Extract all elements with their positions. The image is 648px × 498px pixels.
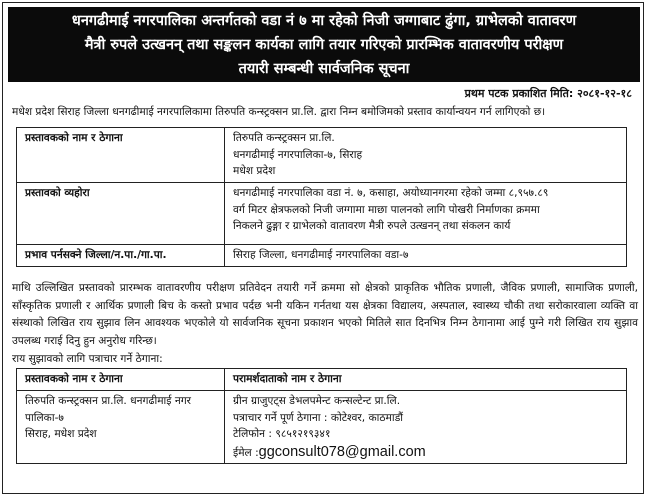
address-table bbox=[16, 368, 627, 464]
proposal-description-value bbox=[225, 183, 627, 245]
proposer-line: मधेश प्रदेश bbox=[233, 165, 276, 177]
consultant-postal-address: पत्राचार गर्ने पूर्ण ठेगाना : कोटेश्वर, काठमाडौं bbox=[233, 411, 404, 424]
publication-date-label: प्रथम पटक प्रकाशित मिति: bbox=[464, 87, 574, 100]
affected-area-value bbox=[225, 245, 627, 267]
notice-title-banner bbox=[8, 7, 640, 82]
affected-area-label: प्रभाव पर्नसक्ने जिल्ला/न.पा./गा.पा. bbox=[17, 245, 225, 267]
proposer-address-line: तिरुपति कन्स्ट्रक्सन प्रा.लि. धनगढीमाई नगर bbox=[25, 395, 192, 407]
description-line: धनगढीमाई नगरपालिका वडा नं. ७, कसाहा, अयोध्यानगरमा रहेको जम्मा ८,९५७.८९ bbox=[233, 187, 549, 199]
table-row bbox=[17, 245, 627, 267]
proposer-address bbox=[17, 391, 225, 464]
notice-title-line-1: धनगढीमाई नगरपालिका अन्तर्गतको वडा नं ७ मा रहेको निजी जग्गाबाट ढुंगा, ग्राभेलको वातावरण bbox=[71, 13, 577, 29]
proposer-address-line: पालिका-७ bbox=[25, 411, 64, 424]
proposal-description-label: प्रस्तावको व्यहोरा bbox=[17, 183, 225, 245]
consultant-name: ग्रीन ग्राजुएट्स डेभलपमेन्ट कन्सल्टेन्ट प्रा.लि. bbox=[233, 395, 401, 407]
table-row bbox=[17, 183, 627, 245]
notice-title-line-3: तयारी सम्बन्धी सार्वजनिक सूचना bbox=[238, 61, 410, 77]
description-line: निकलने ढुङ्गा र ग्राभेलको वातावरण मैत्री रुपले उत्खनन् तथा संकलन कार्य bbox=[233, 220, 511, 232]
table-row bbox=[17, 128, 627, 183]
proposer-address-line: सिराह, मधेश प्रदेश bbox=[25, 428, 97, 440]
consultant-email-link[interactable]: ggconsult078@gmail.com bbox=[258, 443, 426, 460]
affected-area-line: सिराह जिल्ला, धनगढीमाई नगरपालिका वडा-७ bbox=[233, 249, 409, 261]
proposer-column-header: प्रस्तावकको नाम र ठेगाना bbox=[17, 369, 225, 391]
consultant-address bbox=[225, 391, 627, 464]
table-row bbox=[17, 369, 627, 391]
proposer-line: धनगढीमाई नगरपालिका-७, सिराह bbox=[233, 148, 363, 161]
publication-date-value: २०८१-१२-१८ bbox=[577, 87, 632, 100]
notice-title-line-2: मैत्री रुपले उत्खनन् तथा सङ्कलन कार्यका लागि तयार गरिएको प्रारम्भिक वातावरणीय परीक्षण bbox=[84, 37, 564, 53]
email-label: ईमेल : bbox=[233, 446, 259, 459]
description-line: वर्ग मिटर क्षेत्रफलको निजी जग्गामा माछा पालनको लागि पोखरी निर्माणका क्रममा bbox=[233, 203, 540, 216]
intro-paragraph: मधेश प्रदेश सिराह जिल्ला धनगढीमाई नगरपालिकामा तिरुपति कन्स्ट्रक्सन प्रा.लि. द्वारा निम्न बमोजिमको प्रस्ताव कार्यान्वयन गर्न लागिएको छ। bbox=[12, 106, 546, 118]
proposer-value bbox=[225, 128, 627, 183]
publication-date bbox=[465, 86, 632, 101]
consultant-column-header: परामर्शदाताको नाम र ठेगाना bbox=[225, 369, 627, 391]
proposer-line: तिरुपति कन्स्ट्रक्सन प्रा.लि. bbox=[233, 132, 335, 144]
proposal-table bbox=[16, 127, 627, 267]
proposer-label: प्रस्तावकको नाम र ठेगाना bbox=[17, 128, 225, 183]
body-paragraph: माथि उल्लिखित प्रस्तावको प्रारम्भक वातावरणीय परीक्षण प्रतिवेदन तयारी गर्ने क्रममा सो क्षेत्रको प्राकृतिक भौतिक प्रणाली, जैविक प्रणाली, सामाजिक प्रणाली, साँस्कृतिक प्रणाली र आर्थिक प्रणाली बिच के कस्तो प्रभाव पर्दछ भनी यकिन गर्नतथा यस क्षेत्रका विद्यालय, अस्पताल, स्वास्थ्य चौकी तथा सरोकारवाला व्यक्ति वा संस्थाको लिखित राय सुझाव लिन आवश्यक भएकोले यो सार्वजनिक सूचना प्रकाशन भएको मितिले सात दिनभित्र निम्न ठेगानामा आई पुग्ने गरी लिखित राय सुझाव उपलब्ध गराई दिनु हुन अनुरोध गरिन्छ। bbox=[12, 282, 638, 347]
address-heading: राय सुझावको लागि पत्राचार गर्ने ठेगाना: bbox=[12, 353, 163, 365]
consultant-email-row bbox=[233, 443, 618, 462]
table-row bbox=[17, 391, 627, 464]
consultant-phone: टेलिफोन : ९८५१२१९३४१ bbox=[233, 428, 331, 440]
